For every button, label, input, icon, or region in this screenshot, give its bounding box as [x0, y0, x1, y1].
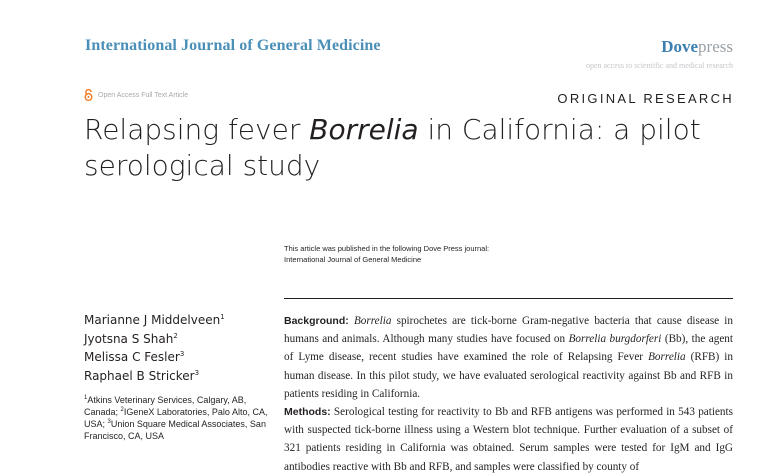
author[interactable]: Raphael B Stricker$^3$	[84, 368, 200, 383]
author-list	[84, 311, 225, 385]
brand-dove: Dove	[661, 37, 699, 56]
article-title: Relapsing fever Borrelia in California: a pilot serological study	[84, 113, 701, 182]
open-access-badge	[84, 89, 188, 101]
publisher-logo[interactable]	[661, 37, 733, 57]
author[interactable]: Jyotsna S Shah$^2$	[84, 331, 178, 346]
author[interactable]: Melissa C Fesler$^3$	[84, 350, 185, 364]
article-type: ORIGINAL RESEARCH	[557, 91, 734, 106]
brand-press: press	[698, 37, 733, 56]
abstract	[284, 312, 733, 476]
publisher-tagline: open access to scientific and medical research	[585, 61, 733, 70]
abstract-divider	[284, 298, 733, 299]
open-access-label: Open Access Full Text Article	[98, 91, 189, 99]
open-access-lock-icon	[84, 89, 93, 101]
affiliations: $^1$Atkins Veterinary Services, Calgary, AB, Canada; $^2$IGeneX Laboratories, Palo Alto, CA, USA; $^3$Union Square Medical Associates, San Francisco, CA, USA	[84, 395, 268, 441]
publication-note-line: This article was published in the following Dove Press journal:	[284, 244, 490, 253]
abstract-background: Background: Borrelia spirochetes are tick-borne Gram-negative bacteria that cause disease in humans and animals. Although many studies have focused on Borrelia burgdorferi (Bb), the agent of Lyme disease, recent studies have examined the role of Relapsing Fever Borrelia (RFB) in human disease. In this pilot study, we have evaluated serological reactivity against Bb and RFB in patients residing in California.	[284, 315, 734, 400]
journal-name[interactable]: International Journal of General Medicine	[85, 37, 381, 54]
publication-note	[284, 243, 489, 265]
publication-journal-line: International Journal of General Medicine	[284, 255, 422, 264]
abstract-methods: Methods: Serological testing for reactivity to Bb and RFB antigens was performed in 543 patients with suspected tick-borne illness using a Western blot technique. Further evaluation of a subset of 321 patients residing in California was obtained. Serum samples were tested for IgM and IgG antibodies reactive with Bb and RFB, and samples were classified by county of	[284, 406, 733, 473]
author[interactable]: Marianne J Middelveen$^1$	[84, 313, 225, 327]
